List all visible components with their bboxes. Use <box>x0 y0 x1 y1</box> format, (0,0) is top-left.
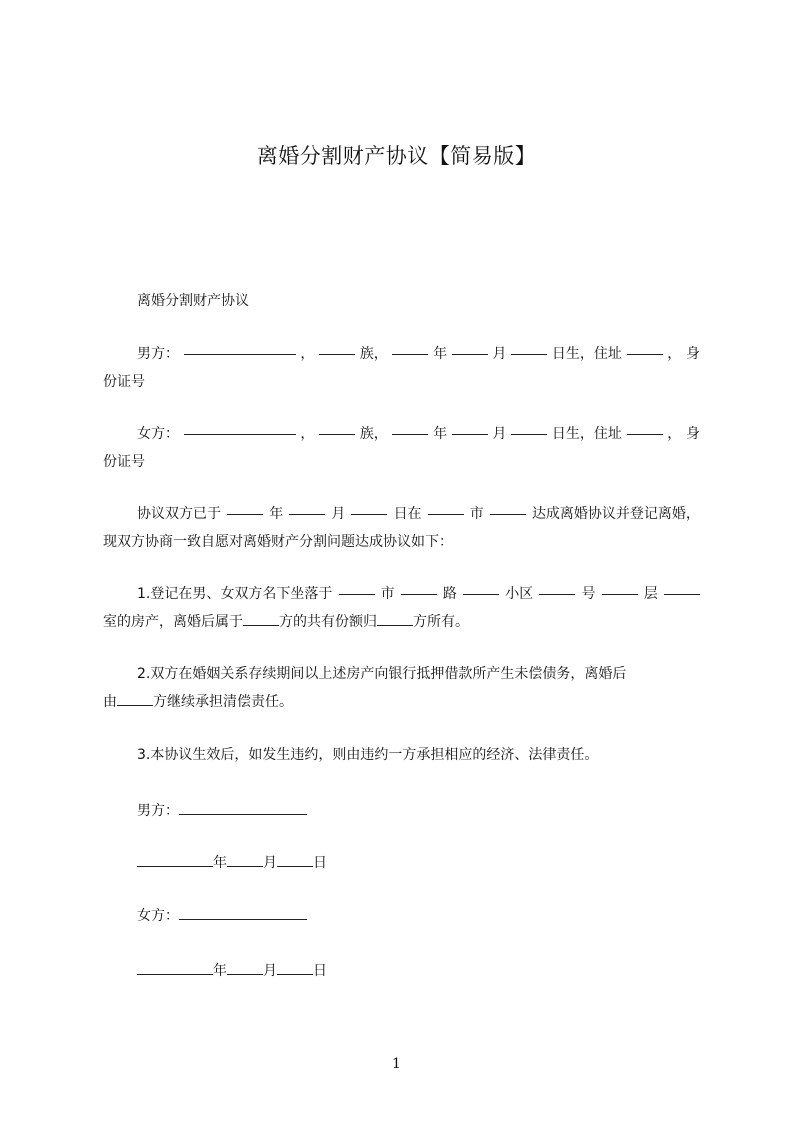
husband-label: 男方： <box>137 346 179 362</box>
clause-1-paragraph <box>103 580 700 636</box>
clause-1-text: 1.登记在男、女双方名下坐落于 <box>137 586 333 602</box>
page-number: 1 <box>392 1056 401 1072</box>
intro-day-blank[interactable] <box>351 500 387 515</box>
wife-signature-line <box>137 905 307 925</box>
wife-date-line <box>137 960 327 980</box>
wife-date-day-blank[interactable] <box>277 960 313 975</box>
day-label: 日 <box>313 855 327 871</box>
wife-date-year-blank[interactable] <box>137 960 213 975</box>
intro-text: 协议双方已于 <box>137 506 221 522</box>
road-label: 路 <box>442 586 457 602</box>
clause-2-paragraph <box>103 660 700 716</box>
husband-date-line <box>137 852 327 872</box>
clause-2-line-1: 2.双方在婚姻关系存续期间以上述房产向银行抵押借款所产生未偿债务，离婚后 <box>137 666 627 682</box>
husband-signature-line <box>137 800 307 820</box>
wife-name-blank[interactable] <box>184 420 296 435</box>
clause-1-floor-blank[interactable] <box>602 580 638 595</box>
wife-date-month-blank[interactable] <box>227 960 263 975</box>
husband-month-blank[interactable] <box>452 340 488 355</box>
clause-2-text: 方继续承担清偿责任。 <box>153 694 293 710</box>
wife-signature-label: 女方： <box>137 908 179 924</box>
born-address-label: 日生，住址 <box>551 426 622 442</box>
intro-year-blank[interactable] <box>227 500 263 515</box>
separator: ， <box>667 426 682 442</box>
month-label: 月 <box>331 506 346 522</box>
husband-date-year-blank[interactable] <box>137 852 213 867</box>
clause-1-text: 方的共有份额归 <box>279 614 377 630</box>
wife-month-blank[interactable] <box>452 420 488 435</box>
area-label: 小区 <box>505 586 534 602</box>
year-label: 年 <box>213 963 227 979</box>
document-title: 离婚分割财产协议【简易版】 <box>256 144 537 168</box>
year-label: 年 <box>213 855 227 871</box>
clause-1-owner-blank[interactable] <box>377 611 413 626</box>
month-label: 月 <box>263 855 277 871</box>
clause-1-road-blank[interactable] <box>401 580 437 595</box>
husband-day-blank[interactable] <box>511 340 547 355</box>
intro-city-blank[interactable] <box>428 500 464 515</box>
day-label: 日 <box>313 963 327 979</box>
month-label: 月 <box>492 426 507 442</box>
month-label: 月 <box>492 346 507 362</box>
separator: ， <box>300 346 315 362</box>
wife-year-blank[interactable] <box>392 420 428 435</box>
floor-label: 层 <box>643 586 658 602</box>
city-label: 市 <box>469 506 484 522</box>
number-label: 号 <box>581 586 596 602</box>
wife-day-blank[interactable] <box>511 420 547 435</box>
clause-2-line-2 <box>103 688 700 716</box>
husband-date-month-blank[interactable] <box>227 852 263 867</box>
clause-3-paragraph: 3.本协议生效后，如发生违约，则由违约一方承担相应的经济、法律责任。 <box>137 747 599 763</box>
wife-label: 女方： <box>137 426 179 442</box>
clause-2-text: 由 <box>103 694 117 710</box>
separator: ， <box>300 426 315 442</box>
year-label: 年 <box>433 346 448 362</box>
husband-info-paragraph <box>103 340 700 396</box>
year-label: 年 <box>269 506 284 522</box>
ethnic-label: 族， <box>359 346 388 362</box>
clause-1-no-blank[interactable] <box>539 580 575 595</box>
year-label: 年 <box>433 426 448 442</box>
separator: ， <box>667 346 682 362</box>
intro-line-2: 现双方协商一致自愿对离婚财产分割问题达成协议如下： <box>103 534 453 550</box>
clause-1-area-blank[interactable] <box>463 580 499 595</box>
intro-place-blank[interactable] <box>490 500 526 515</box>
clause-2-party-blank[interactable] <box>117 691 153 706</box>
clause-1-city-blank[interactable] <box>339 580 375 595</box>
wife-ethnic-blank[interactable] <box>319 420 355 435</box>
wife-address-blank[interactable] <box>627 420 663 435</box>
id-label-part: 身 <box>685 426 700 442</box>
agreement-heading: 离婚分割财产协议 <box>137 293 249 309</box>
husband-year-blank[interactable] <box>392 340 428 355</box>
ethnic-label: 族， <box>359 426 388 442</box>
wife-info-paragraph <box>103 420 700 476</box>
husband-address-blank[interactable] <box>627 340 663 355</box>
wife-id-label: 份证号 <box>103 454 145 470</box>
clause-1-text: 室的房产，离婚后属于 <box>103 614 243 630</box>
husband-id-label: 份证号 <box>103 374 145 390</box>
clause-1-line-2 <box>103 608 700 636</box>
clause-1-room-blank[interactable] <box>664 580 700 595</box>
month-label: 月 <box>263 963 277 979</box>
id-label-part: 身 <box>685 346 700 362</box>
intro-paragraph <box>103 500 700 556</box>
husband-signature-blank[interactable] <box>179 800 307 815</box>
born-address-label: 日生，住址 <box>551 346 622 362</box>
husband-date-day-blank[interactable] <box>277 852 313 867</box>
clause-1-text: 方所有。 <box>413 614 469 630</box>
wife-signature-blank[interactable] <box>179 905 307 920</box>
husband-ethnic-blank[interactable] <box>319 340 355 355</box>
intro-text: 达成离婚协议并登记离婚， <box>531 506 700 522</box>
husband-signature-label: 男方： <box>137 803 179 819</box>
city-label: 市 <box>380 586 395 602</box>
day-at-label: 日在 <box>393 506 422 522</box>
clause-1-party-blank[interactable] <box>243 611 279 626</box>
intro-month-blank[interactable] <box>289 500 325 515</box>
husband-name-blank[interactable] <box>184 340 296 355</box>
